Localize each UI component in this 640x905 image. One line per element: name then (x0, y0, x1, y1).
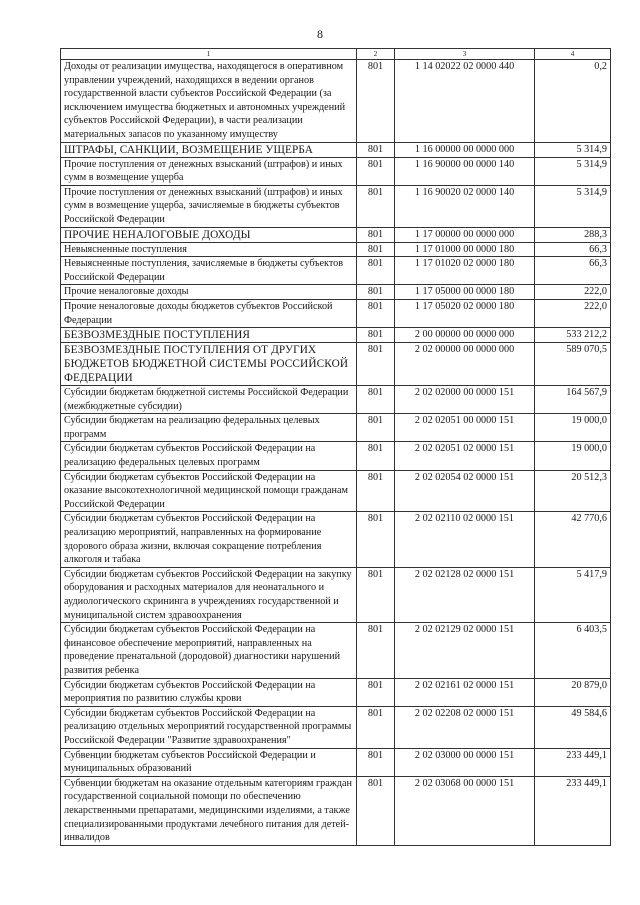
classification-code-cell: 2 02 02000 00 0000 151 (395, 386, 535, 414)
classification-code-cell: 2 02 02129 02 0000 151 (395, 623, 535, 678)
amount-cell: 0,2 (535, 60, 611, 143)
amount-cell: 20 879,0 (535, 678, 611, 706)
revenue-name-cell: БЕЗВОЗМЕЗДНЫЕ ПОСТУПЛЕНИЯ (61, 328, 357, 343)
classification-code-cell: 1 17 01000 00 0000 180 (395, 242, 535, 257)
admin-code-cell: 801 (357, 623, 395, 678)
amount-cell: 66,3 (535, 257, 611, 285)
admin-code-cell: 801 (357, 285, 395, 300)
admin-code-cell: 801 (357, 512, 395, 567)
column-number-2: 2 (357, 49, 395, 60)
classification-code-cell: 2 02 02208 02 0000 151 (395, 706, 535, 748)
table-row (61, 242, 611, 257)
admin-code-cell: 801 (357, 227, 395, 242)
classification-code-cell: 2 02 02161 02 0000 151 (395, 678, 535, 706)
table-row (61, 623, 611, 678)
revenue-name-cell: ПРОЧИЕ НЕНАЛОГОВЫЕ ДОХОДЫ (61, 227, 357, 242)
classification-code-cell: 1 16 90000 00 0000 140 (395, 157, 535, 185)
revenue-name-cell: Субсидии бюджетам на реализацию федеральных целевых программ (61, 414, 357, 442)
amount-cell: 233 449,1 (535, 748, 611, 776)
classification-code-cell: 1 16 00000 00 0000 000 (395, 142, 535, 157)
amount-cell: 20 512,3 (535, 470, 611, 512)
column-number-1: 1 (61, 49, 357, 60)
admin-code-cell: 801 (357, 678, 395, 706)
revenue-name-cell: Субсидии бюджетам субъектов Российской Федерации на закупку оборудования и расходных материалов для неонатального и аудиологического скрининга в учреждениях государственной и муниципальной систем здравоохранения (61, 567, 357, 622)
table-row (61, 678, 611, 706)
revenue-name-cell: Субсидии бюджетам субъектов Российской Федерации на финансовое обеспечение мероприятий, направленных на проведение пренатальной (дородовой) диагностики нарушений развития ребенка (61, 623, 357, 678)
revenue-name-cell: Невыясненные поступления (61, 242, 357, 257)
table-row (61, 470, 611, 512)
admin-code-cell: 801 (357, 257, 395, 285)
revenue-name-cell: Субвенции бюджетам на оказание отдельным категориям граждан государственной социальной помощи по обеспечению лекарственными препаратами, медицинскими изделиями, а также специализированными продуктами лечебного питания для детей-инвалидов (61, 776, 357, 845)
table-row (61, 142, 611, 157)
amount-cell: 589 070,5 (535, 343, 611, 386)
table-row (61, 299, 611, 327)
revenue-name-cell: Прочие неналоговые доходы (61, 285, 357, 300)
revenue-name-cell: Субсидии бюджетам бюджетной системы Российской Федерации (межбюджетные субсидии) (61, 386, 357, 414)
admin-code-cell: 801 (357, 157, 395, 185)
revenue-table (60, 48, 611, 846)
table-row (61, 328, 611, 343)
revenue-name-cell: Прочие поступления от денежных взысканий (штрафов) и иных сумм в возмещение ущерба (61, 157, 357, 185)
amount-cell: 6 403,5 (535, 623, 611, 678)
table-row (61, 386, 611, 414)
amount-cell: 164 567,9 (535, 386, 611, 414)
table-row (61, 285, 611, 300)
revenue-name-cell: ШТРАФЫ, САНКЦИИ, ВОЗМЕЩЕНИЕ УЩЕРБА (61, 142, 357, 157)
amount-cell: 49 584,6 (535, 706, 611, 748)
revenue-name-cell: БЕЗВОЗМЕЗДНЫЕ ПОСТУПЛЕНИЯ ОТ ДРУГИХ БЮДЖЕТОВ БЮДЖЕТНОЙ СИСТЕМЫ РОССИЙСКОЙ ФЕДЕРАЦИИ (61, 343, 357, 386)
admin-code-cell: 801 (357, 706, 395, 748)
revenue-name-cell: Прочие неналоговые доходы бюджетов субъектов Российской Федерации (61, 299, 357, 327)
classification-code-cell: 1 17 05020 02 0000 180 (395, 299, 535, 327)
amount-cell: 66,3 (535, 242, 611, 257)
admin-code-cell: 801 (357, 386, 395, 414)
admin-code-cell: 801 (357, 470, 395, 512)
admin-code-cell: 801 (357, 185, 395, 227)
table-row (61, 512, 611, 567)
amount-cell: 222,0 (535, 285, 611, 300)
admin-code-cell: 801 (357, 142, 395, 157)
table-header-row (61, 49, 611, 60)
admin-code-cell: 801 (357, 414, 395, 442)
table-row (61, 748, 611, 776)
amount-cell: 222,0 (535, 299, 611, 327)
table-row (61, 157, 611, 185)
table-row (61, 60, 611, 143)
classification-code-cell: 2 02 03000 00 0000 151 (395, 748, 535, 776)
column-number-4: 4 (535, 49, 611, 60)
amount-cell: 19 000,0 (535, 442, 611, 470)
classification-code-cell: 2 02 03068 00 0000 151 (395, 776, 535, 845)
amount-cell: 42 770,6 (535, 512, 611, 567)
classification-code-cell: 2 02 02110 02 0000 151 (395, 512, 535, 567)
classification-code-cell: 2 00 00000 00 0000 000 (395, 328, 535, 343)
revenue-name-cell: Субвенции бюджетам субъектов Российской Федерации и муниципальных образований (61, 748, 357, 776)
classification-code-cell: 1 14 02022 02 0000 440 (395, 60, 535, 143)
table-row (61, 257, 611, 285)
amount-cell: 233 449,1 (535, 776, 611, 845)
table-row (61, 567, 611, 622)
classification-code-cell: 2 02 02054 02 0000 151 (395, 470, 535, 512)
revenue-name-cell: Субсидии бюджетам субъектов Российской Федерации на реализацию федеральных целевых программ (61, 442, 357, 470)
amount-cell: 533 212,2 (535, 328, 611, 343)
table-row (61, 185, 611, 227)
classification-code-cell: 2 02 02128 02 0000 151 (395, 567, 535, 622)
revenue-name-cell: Прочие поступления от денежных взысканий (штрафов) и иных сумм в возмещение ущерба, зачисляемые в бюджеты субъектов Российской Федерации (61, 185, 357, 227)
classification-code-cell: 1 16 90020 02 0000 140 (395, 185, 535, 227)
table-row (61, 343, 611, 386)
admin-code-cell: 801 (357, 242, 395, 257)
column-number-3: 3 (395, 49, 535, 60)
classification-code-cell: 1 17 01020 02 0000 180 (395, 257, 535, 285)
revenue-name-cell: Невыясненные поступления, зачисляемые в бюджеты субъектов Российской Федерации (61, 257, 357, 285)
amount-cell: 5 314,9 (535, 142, 611, 157)
table-row (61, 706, 611, 748)
classification-code-cell: 2 02 00000 00 0000 000 (395, 343, 535, 386)
table-row (61, 442, 611, 470)
revenue-name-cell: Субсидии бюджетам субъектов Российской Федерации на мероприятия по развитию службы крови (61, 678, 357, 706)
page-number: 8 (317, 27, 323, 41)
classification-code-cell: 1 17 05000 00 0000 180 (395, 285, 535, 300)
amount-cell: 288,3 (535, 227, 611, 242)
admin-code-cell: 801 (357, 776, 395, 845)
amount-cell: 5 314,9 (535, 157, 611, 185)
revenue-name-cell: Субсидии бюджетам субъектов Российской Федерации на оказание высокотехнологичной медицинской помощи гражданам Российской Федерации (61, 470, 357, 512)
admin-code-cell: 801 (357, 299, 395, 327)
amount-cell: 5 314,9 (535, 185, 611, 227)
admin-code-cell: 801 (357, 567, 395, 622)
amount-cell: 5 417,9 (535, 567, 611, 622)
revenue-name-cell: Субсидии бюджетам субъектов Российской Федерации на реализацию отдельных мероприятий государственной программы Российской Федерации "Развитие здравоохранения" (61, 706, 357, 748)
admin-code-cell: 801 (357, 748, 395, 776)
admin-code-cell: 801 (357, 343, 395, 386)
table-row (61, 776, 611, 845)
table-row (61, 414, 611, 442)
revenue-name-cell: Субсидии бюджетам субъектов Российской Федерации на реализацию мероприятий, направленных на формирование здорового образа жизни, включая сокращение потребления алкоголя и табака (61, 512, 357, 567)
amount-cell: 19 000,0 (535, 414, 611, 442)
revenue-name-cell: Доходы от реализации имущества, находящегося в оперативном управлении учреждений, находящихся в ведении органов государственной власти субъектов Российской Федерации (за исключением имущества бюджетных и автономных учреждений субъектов Российской Федерации), в части реализации материальных запасов по указанному имуществу (61, 60, 357, 143)
admin-code-cell: 801 (357, 442, 395, 470)
classification-code-cell: 2 02 02051 00 0000 151 (395, 414, 535, 442)
classification-code-cell: 1 17 00000 00 0000 000 (395, 227, 535, 242)
admin-code-cell: 801 (357, 60, 395, 143)
classification-code-cell: 2 02 02051 02 0000 151 (395, 442, 535, 470)
table-row (61, 227, 611, 242)
admin-code-cell: 801 (357, 328, 395, 343)
